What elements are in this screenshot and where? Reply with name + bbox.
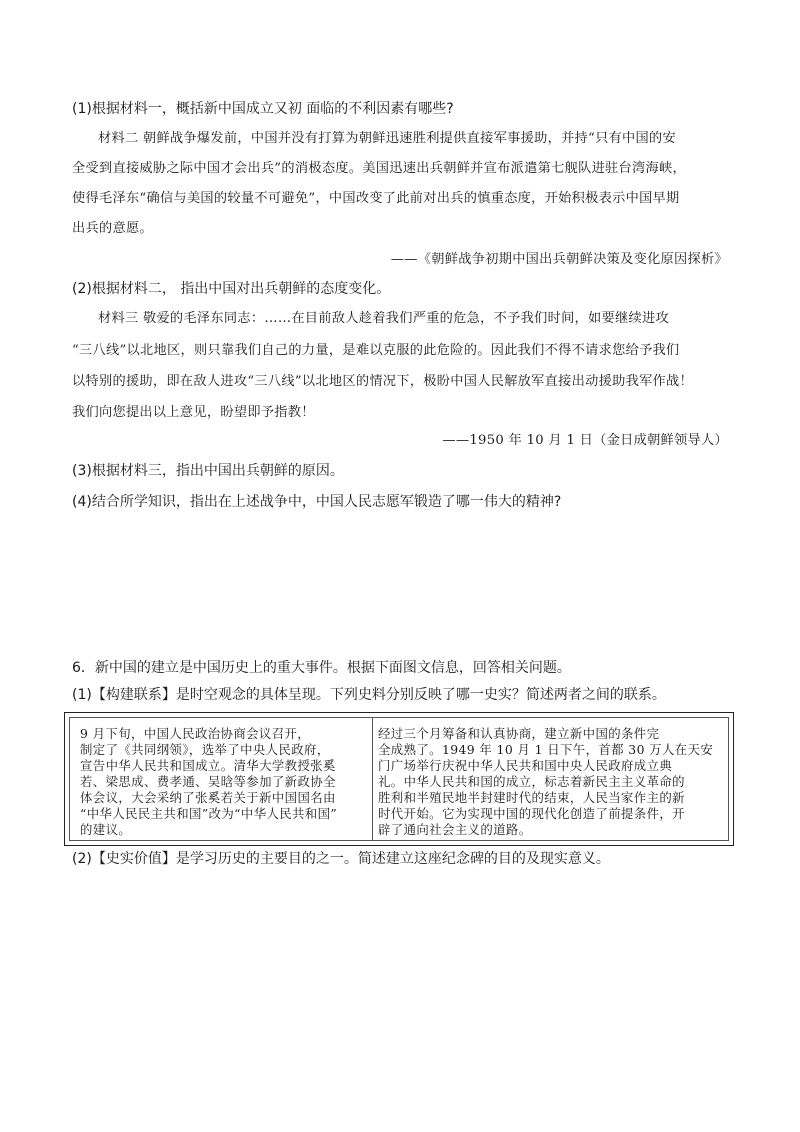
right-cell-line-1: 经过三个月筹备和认真协商，建立新中国的条件完 [378, 726, 660, 741]
question-4: (4)结合所学知识，指出在上述战争中，中国人民志愿军锻造了哪一伟大的精神? [72, 494, 562, 510]
material-2-line-4: 出兵的意愿。 [72, 221, 153, 236]
source-table-inner-frame [69, 717, 729, 841]
left-cell-line-2: 制定了《共同纲领》，选举了中央人民政府， [80, 742, 330, 757]
left-cell-line-4: 若、梁思成、费孝通、吴晗等参加了新政协全 [80, 774, 336, 789]
question-6-sub-2: (2)【史实价值】是学习历史的主要目的之一。简述建立这座纪念碑的目的及现实意义。 [72, 851, 610, 867]
material-2-source: ——《朝鲜战争初期中国出兵朝鲜决策及变化原因探析》 [390, 252, 728, 267]
left-cell-line-6: “中华人民民主共和国”改为“中华人民共和国” [80, 806, 338, 821]
right-cell-line-5: 胜利和半殖民地半封建时代的结束，人民当家作主的新 [378, 790, 685, 805]
source-table [64, 712, 734, 846]
left-cell-line-5: 体会议，大会采纳了张奚若关于新中国国名由 [80, 790, 336, 805]
right-cell-line-4: 礼。中华人民共和国的成立，标志着新民主主义革命的 [378, 774, 685, 789]
material-2-line-1: 材料二 朝鲜战争爆发前，中国并没有打算为朝鲜迅速胜利提供直接军事援助，并持“只有中国的安 [98, 131, 677, 146]
question-2: (2)根据材料二， 指出中国对出兵朝鲜的态度变化。 [72, 281, 391, 297]
right-cell-line-2: 全成熟了。1949 年 10 月 1 日下午，首都 30 万人在天安 [378, 742, 714, 757]
source-table-divider [372, 718, 373, 840]
right-cell-line-6: 时代开始。它为实现中国的现代化创造了前提条件，开 [378, 806, 685, 821]
material-2-line-2: 全受到直接威胁之际中国才会出兵”的消极态度。美国迅速出兵朝鲜并宣布派遣第七舰队进驻台湾海峡， [72, 161, 686, 176]
material-2-line-3: 使得毛泽东“确信与美国的较量不可避免”，中国改变了此前对出兵的慎重态度，开始积极表示中国早期 [72, 191, 680, 206]
material-3-line-1: 材料三 敬爱的毛泽东同志：……在目前敌人趁着我们严重的危急，不予我们时间，如要继续进攻 [98, 311, 669, 326]
material-3-line-2: “三八线”以北地区，则只靠我们自己的力量，是难以克服的此危险的。因此我们不得不请求您给予我们 [72, 343, 680, 358]
right-cell-line-3: 门广场举行庆祝中华人民共和国中央人民政府成立典 [378, 758, 673, 773]
material-3-line-3: 以特别的援助，即在敌人进攻“三八线”以北地区的情况下，极盼中国人民解放军直接出动援助我军作战！ [72, 374, 694, 389]
left-cell-line-7: 的建议。 [80, 822, 132, 837]
question-1: (1)根据材料一，概括新中国成立又初 面临的不利因素有哪些? [72, 101, 454, 117]
material-3-line-4: 我们向您提出以上意见，盼望即予指教！ [72, 405, 315, 420]
question-6-sub-1: (1)【构建联系】是时空观念的具体呈现。下列史料分别反映了哪一史实？简述两者之间的联系。 [72, 687, 666, 703]
question-3: (3)根据材料三，指出中国出兵朝鲜的原因。 [72, 463, 344, 479]
left-cell-line-3: 宣告中华人民共和国成立。清华大学教授张奚 [80, 758, 336, 773]
left-cell-line-1: 9 月下旬，中国人民政治协商会议召开， [80, 726, 311, 741]
question-6-title: 6．新中国的建立是中国历史上的重大事件。根据下面图文信息，回答相关问题。 [72, 660, 571, 676]
right-cell-line-7: 辟了通向社会主义的道路。 [378, 822, 532, 837]
material-3-source: ——1950 年 10 月 1 日（金日成朝鲜领导人） [442, 433, 728, 448]
